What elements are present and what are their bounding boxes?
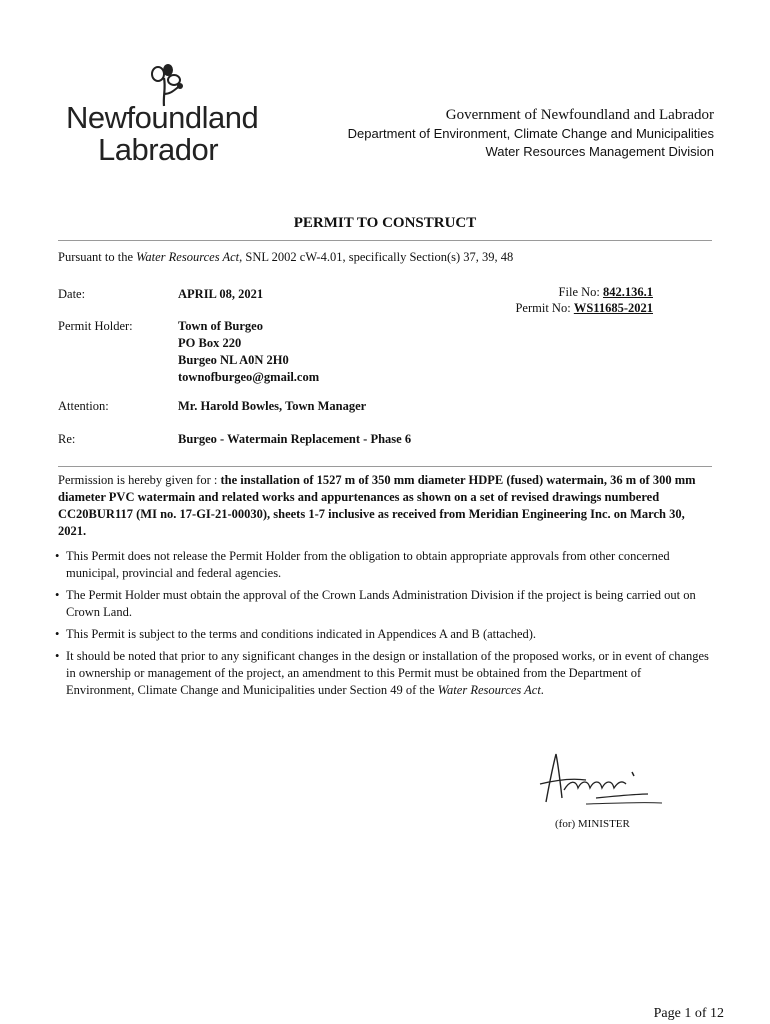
permit-no-value: WS11685-2021 bbox=[573, 301, 653, 315]
document-title: PERMIT TO CONSTRUCT bbox=[293, 215, 477, 231]
department-name: Department of Environment, Climate Change and Municipalities bbox=[347, 126, 714, 141]
permission-statement bbox=[58, 472, 713, 540]
holder-email: townofburgeo@gmail.com bbox=[178, 370, 320, 384]
page-number: Page 1 of 12 bbox=[653, 1006, 724, 1021]
re-value: Burgeo - Watermain Replacement - Phase 6 bbox=[178, 432, 412, 446]
minister-caption: (for) MINISTER bbox=[555, 818, 630, 830]
act-name: Water Resources Act bbox=[136, 250, 240, 264]
condition-item: • This Permit does not release the Permit Holder from the obligation to obtain appropriate approvals from other concerned municipal, provincial and federal agencies. bbox=[55, 549, 670, 580]
permit-no-row bbox=[515, 300, 653, 316]
attention-label: Attention: bbox=[58, 399, 109, 413]
logo-wordmark-line1: Newfoundland bbox=[66, 100, 259, 135]
permit-holder-address bbox=[178, 318, 319, 386]
logo-wordmark-line2: Labrador bbox=[98, 132, 219, 167]
minister-signature bbox=[536, 750, 666, 812]
pursuant-suffix: , SNL 2002 cW-4.01, specifically Section(s) 37, 39, 48 bbox=[239, 250, 514, 264]
condition-text: This Permit does not release the Permit Holder from the obligation to obtain appropriate approvals from other concerned municipal, provincial and federal agencies. bbox=[66, 549, 670, 580]
file-numbers bbox=[515, 284, 653, 316]
condition-text: The Permit Holder must obtain the approval of the Crown Lands Administration Division if the project is being carried out on Crown Land. bbox=[66, 588, 696, 619]
pursuant-prefix: Pursuant to the bbox=[58, 250, 137, 264]
title-divider bbox=[58, 240, 712, 241]
pursuant-statement bbox=[58, 250, 513, 265]
holder-name: Town of Burgeo bbox=[178, 319, 263, 333]
nl-government-logo bbox=[64, 64, 259, 168]
date-value: APRIL 08, 2021 bbox=[178, 287, 264, 301]
division-name: Water Resources Management Division bbox=[485, 144, 714, 159]
attention-value: Mr. Harold Bowles, Town Manager bbox=[178, 399, 367, 413]
condition-item: • It should be noted that prior to any significant changes in the design or installation of the proposed works, or in event of changes in ownership or management of the project, an amendment to this Permit must be obtained from the Department of Environment, Climate Change and Municipalities under Section 49 of the Water Resources Act. bbox=[55, 649, 709, 697]
holder-city: Burgeo NL A0N 2H0 bbox=[178, 353, 289, 367]
condition-text: This Permit is subject to the terms and conditions indicated in Appendices A and B (attached). bbox=[66, 627, 537, 641]
condition-act-name: Water Resources Act bbox=[437, 683, 541, 697]
permission-lead: Permission is hereby given for : bbox=[58, 473, 221, 487]
file-no-label: File No: bbox=[558, 285, 600, 299]
condition-item: • This Permit is subject to the terms and conditions indicated in Appendices A and B (attached). bbox=[55, 627, 537, 641]
condition-text-end: . bbox=[540, 683, 544, 697]
date-label: Date: bbox=[58, 287, 86, 301]
permit-no-label: Permit No: bbox=[515, 301, 571, 315]
permission-body: the installation of 1527 m of 350 mm diameter HDPE (fused) watermain, 36 m of 300 mm diameter PVC watermain and related works and appurtenances as shown on a set of revised drawings numbered CC20BUR117 (MI no. 17-GI-21-00030), sheets 1-7 inclusive as received from Meridian Engineering Inc. on March 30, 2021. bbox=[58, 473, 696, 538]
government-name: Government of Newfoundland and Labrador bbox=[445, 107, 714, 123]
file-no-value: 842.136.1 bbox=[603, 285, 653, 299]
conditions-list bbox=[52, 548, 712, 704]
condition-text: It should be noted that prior to any significant changes in the design or installation of the proposed works, or in event of changes in ownership or management of the project, an amendment to this Permit must be obtained from the Department of Environment, Climate Change and Municipalities under Section 49 of the bbox=[66, 649, 709, 697]
permit-holder-label: Permit Holder: bbox=[58, 319, 133, 333]
holder-po-box: PO Box 220 bbox=[178, 336, 242, 350]
file-no-row bbox=[515, 284, 653, 300]
section-divider bbox=[58, 466, 712, 467]
condition-item: • The Permit Holder must obtain the approval of the Crown Lands Administration Division if the project is being carried out on Crown Land. bbox=[55, 588, 696, 619]
re-label: Re: bbox=[58, 432, 76, 446]
